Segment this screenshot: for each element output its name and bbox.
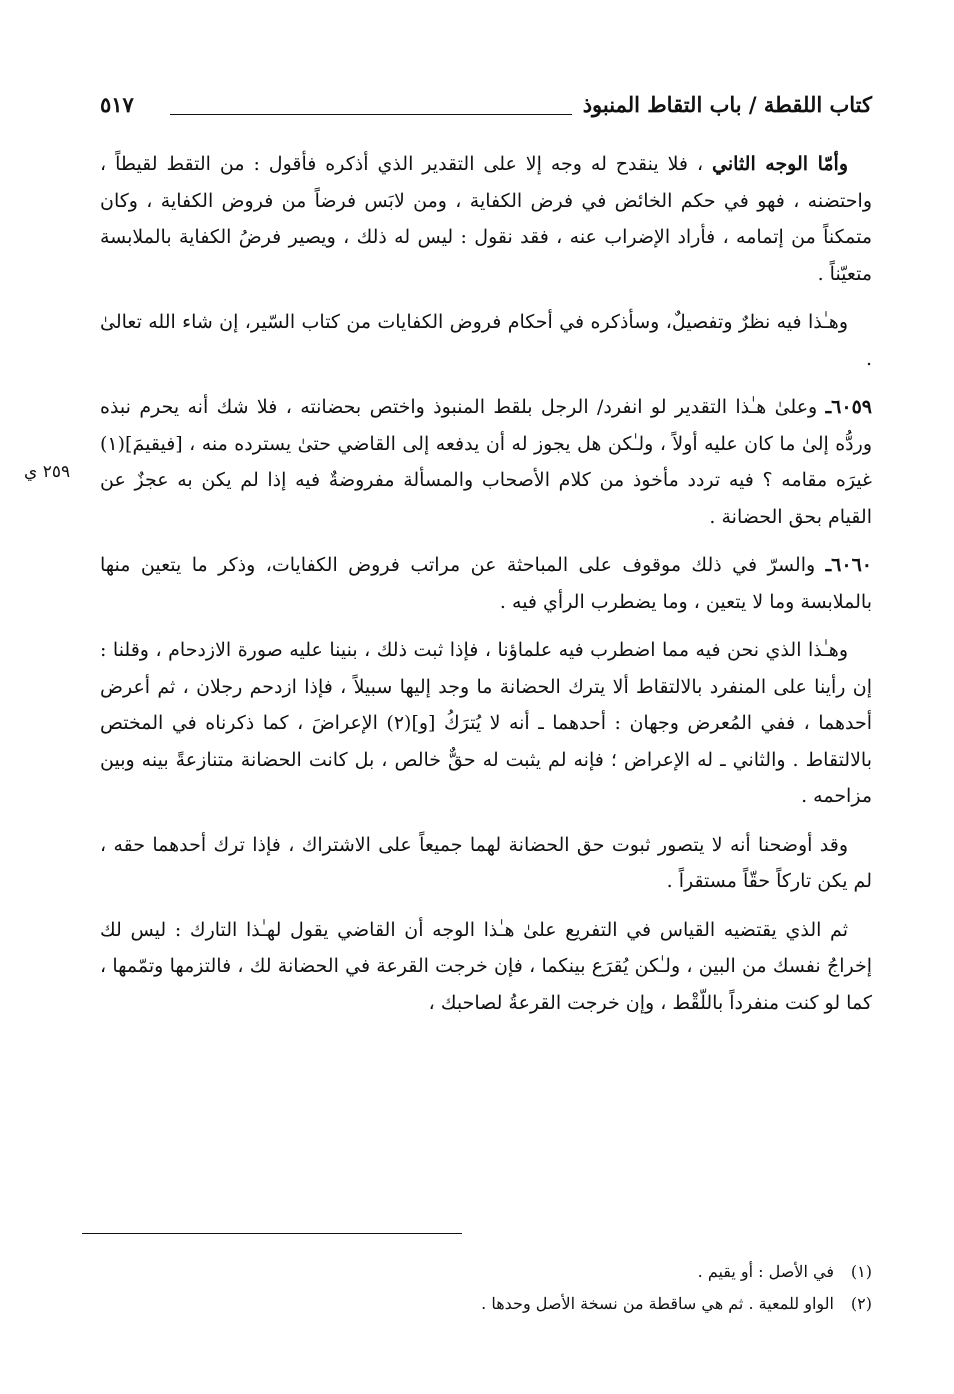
paragraph-lead: ٦٠٥٩ـ	[825, 396, 872, 418]
footnote-text: في الأصل : أو يقيم .	[697, 1262, 834, 1281]
paragraph-lead: ٦٠٦٠ـ	[825, 554, 872, 576]
header-rule	[170, 114, 572, 115]
paragraph	[100, 389, 872, 535]
body-text	[100, 146, 872, 1033]
footnotes	[100, 1256, 872, 1320]
paragraph-lead: وأمّا الوجه الثاني	[712, 153, 848, 175]
footnote-rule	[82, 1233, 462, 1234]
margin-folio-note: ٢٥٩ ي	[24, 462, 71, 482]
paragraph-text: ، فلا ينقدح له وجه إلا على التقدير الذي أذكره فأقول : من التقط لقيطاً ، واحتضنه ، فهو في حكم الخائض في فرض الكفاية ، ومن لابَس فرضاً من فروض الكفاية ، وكان متمكناً من إتمامه ، فأراد الإضراب عنه ، فقد نقول : ليس له ذلك ، ويصير فرضُ الكفاية بالملابسة متعيّناً .	[100, 153, 872, 285]
running-header	[100, 92, 872, 132]
paragraph	[100, 146, 872, 292]
paragraph-text: ثم الذي يقتضيه القياس في التفريع علىٰ هـٰذا الوجه أن القاضي يقول لهـٰذا التارك : ليس لك إخراجُ نفسك من البين ، ولـٰكن يُقرَع بينكما ، فإن خرجت القرعة في الحضانة لك ، فالتزمها وتمّمها ، كما لو كنت منفرداً باللّقْط ، وإن خرجت القرعةُ لصاحبك ،	[100, 918, 872, 1014]
footnote-number: (٢)	[850, 1294, 872, 1313]
paragraph-text: وهـٰذا فيه نظرٌ وتفصيلٌ، وسأذكره في أحكام فروض الكفايات من كتاب السّير، إن شاء الله تعالىٰ .	[100, 311, 872, 370]
paragraph	[100, 632, 872, 815]
paragraph	[100, 304, 872, 377]
paragraph-text: وهـٰذا الذي نحن فيه مما اضطرب فيه علماؤنا ، فإذا ثبت ذلك ، بنينا عليه صورة الازدحام ، وقلنا : إن رأينا على المنفرد بالالتقاط ألا يترك الحضانة ما وجد إليها سبيلاً ، فإذا ازدحم رجلان ، ثم أعرض أحدهما ، ففي المُعرض وجهان : أحدهما ـ أنه لا يُترَكُ [و](٢) الإعراضَ ، كما ذكرناه في المختص بالالتقاط . والثاني ـ له الإعراض ؛ فإنه لم يثبت له حقٌّ خالص ، بل كانت الحضانة متنازعةً بينه وبين مزاحمه .	[100, 639, 872, 807]
paragraph	[100, 827, 872, 900]
header-title: كتاب اللقطة / باب التقاط المنبوذ	[582, 92, 872, 117]
page-number: ٥١٧	[100, 92, 134, 117]
paragraph	[100, 912, 872, 1022]
footnote-number: (١)	[850, 1262, 872, 1281]
footnote	[100, 1288, 872, 1320]
paragraph-text: والسرّ في ذلك موقوف على المباحثة عن مراتب فروض الكفايات، وذكر ما يتعين منها بالملابسة وما لا يتعين ، وما يضطرب الرأي فيه .	[100, 554, 872, 613]
paragraph-text: وقد أوضحنا أنه لا يتصور ثبوت حق الحضانة لهما جميعاً على الاشتراك ، فإذا ترك أحدهما حقه ، لم يكن تاركاً حقّاً مستقراً .	[100, 833, 872, 892]
paragraph	[100, 547, 872, 620]
footnote-text: الواو للمعية . ثم هي ساقطة من نسخة الأصل وحدها .	[481, 1294, 834, 1313]
footnote	[100, 1256, 872, 1288]
paragraph-text: وعلىٰ هـٰذا التقدير لو انفرد/ الرجل بلقط المنبوذ واختص بحضانته ، فلا شك أنه يحرم نبذه وردُّه إلىٰ ما كان عليه أولاً ، ولـٰكن هل يجوز له أن يدفعه إلى القاضي حتىٰ يسترده منه ، [فيقيمَ](١) غيرَه مقامه ؟ فيه تردد مأخوذ من كلام الأصحاب والمسألة مفروضةٌ فيه إذا لم يكن به عجزٌ عن القيام بحق الحضانة .	[100, 396, 872, 528]
